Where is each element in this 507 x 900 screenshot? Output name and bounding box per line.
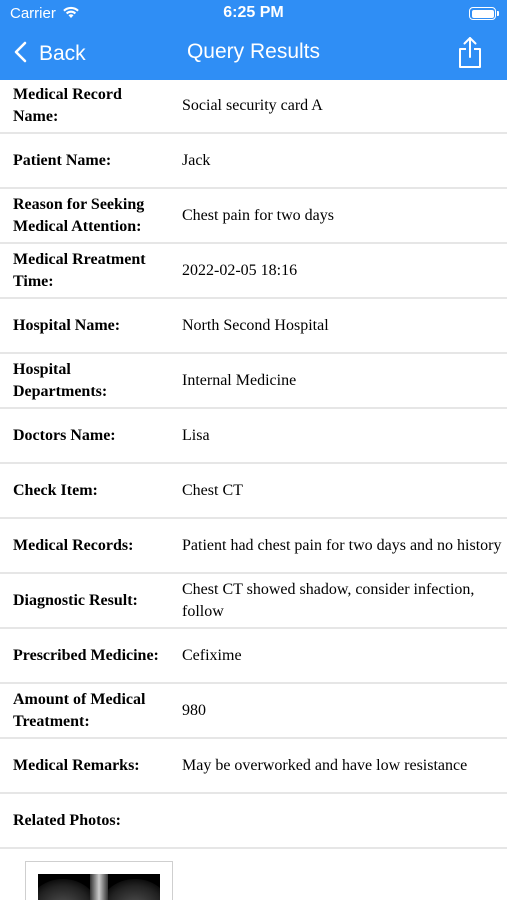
row-check-item	[0, 464, 507, 519]
field-value: Cefixime	[182, 646, 242, 664]
field-label: Hospital Departments:	[13, 360, 108, 400]
chest-xray-image	[38, 874, 160, 900]
row-reason	[0, 189, 507, 244]
field-value: Lisa	[182, 426, 210, 444]
results-list	[0, 79, 507, 849]
field-label: Diagnostic Result:	[13, 591, 138, 609]
field-value: 2022-02-05 18:16	[182, 261, 298, 279]
row-medical-record-name	[0, 79, 507, 134]
field-label: Medical Remarks:	[13, 756, 140, 774]
row-amount	[0, 684, 507, 739]
field-label: Doctors Name:	[13, 426, 116, 444]
field-value: Internal Medicine	[182, 371, 297, 389]
row-diagnostic-result	[0, 574, 507, 629]
field-label: Hospital Name:	[13, 316, 121, 334]
row-treatment-time	[0, 244, 507, 299]
field-value: Social security card A	[182, 96, 323, 114]
row-doctors-name	[0, 409, 507, 464]
row-prescribed-medicine	[0, 629, 507, 684]
field-value: Chest CT showed shadow, consider infection, follow	[182, 580, 475, 620]
row-hospital-departments	[0, 354, 507, 409]
share-button[interactable]	[457, 36, 483, 75]
field-label: Related Photos:	[13, 811, 121, 829]
field-value: North Second Hospital	[182, 316, 329, 334]
navigation-bar	[0, 28, 507, 80]
page-title: Query Results	[186, 40, 321, 63]
field-label: Check Item:	[13, 481, 98, 499]
share-icon	[457, 57, 483, 74]
back-label: Back	[39, 42, 86, 65]
field-value: May be overworked and have low resistance	[182, 756, 468, 774]
field-value: Chest pain for two days	[182, 206, 334, 224]
field-label: Medical Record Name:	[13, 85, 122, 125]
field-value: Jack	[182, 151, 211, 169]
field-label: Medical Rreatment Time:	[13, 250, 146, 290]
row-medical-remarks	[0, 739, 507, 794]
status-time: 6:25 PM	[223, 4, 284, 21]
related-photo-thumbnail[interactable]	[25, 861, 173, 900]
field-value: Patient had chest pain for two days and no history	[182, 536, 502, 554]
carrier-label: Carrier	[10, 5, 56, 22]
field-label: Medical Records:	[13, 536, 134, 554]
field-value: 980	[182, 701, 206, 719]
field-label: Amount of Medical Treatment:	[13, 690, 146, 730]
field-value	[182, 794, 502, 847]
row-patient-name	[0, 134, 507, 189]
row-hospital-name	[0, 299, 507, 354]
field-value: Chest CT	[182, 481, 243, 499]
field-label: Reason for Seeking Medical Attention:	[13, 195, 145, 235]
field-label: Patient Name:	[13, 151, 112, 169]
status-bar	[0, 0, 507, 28]
row-medical-records	[0, 519, 507, 574]
battery-icon	[469, 7, 496, 20]
row-related-photos	[0, 794, 507, 849]
field-label: Prescribed Medicine:	[13, 646, 159, 664]
